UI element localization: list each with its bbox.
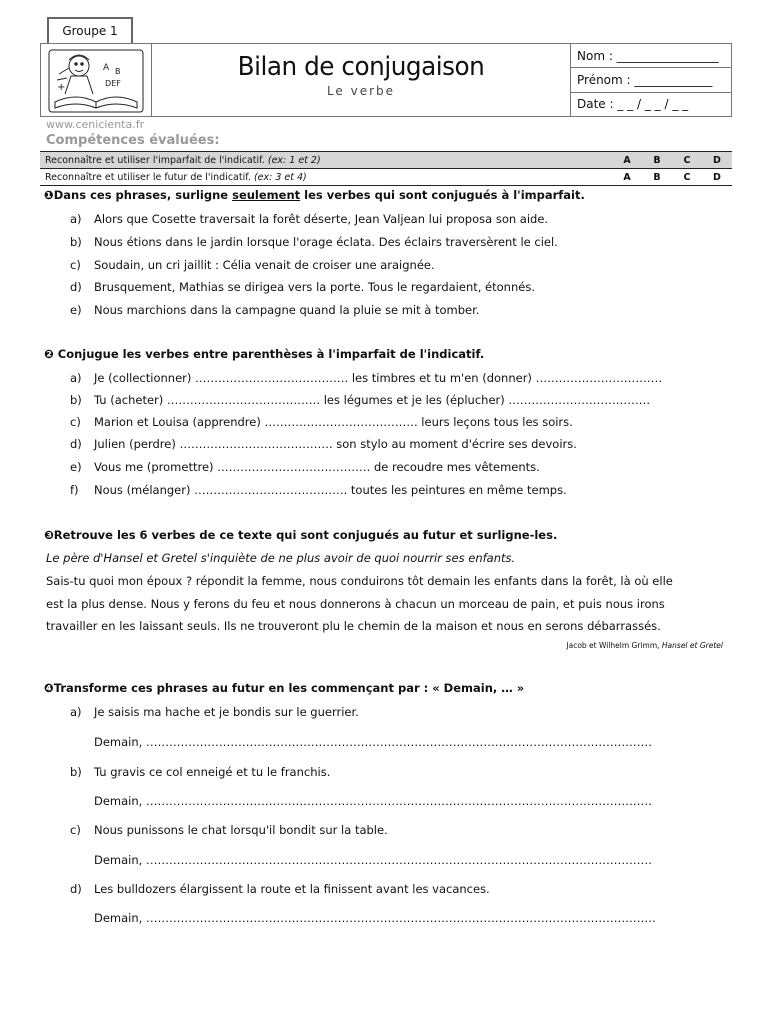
svg-text:+: + (57, 82, 66, 93)
exercise-number: ❹ (44, 681, 54, 695)
title-block (152, 44, 571, 116)
grade-b[interactable]: B (653, 154, 661, 166)
grade-d[interactable]: D (713, 171, 721, 183)
worksheet-title: Bilan de conjugaison (237, 52, 485, 82)
competence-row (40, 151, 732, 169)
exercise-4-instruction: ❹Transforme ces phrases au futur en les commençant par : « Demain, … » (44, 681, 525, 695)
grade-a[interactable]: A (623, 171, 631, 183)
logo (41, 44, 152, 116)
svg-text:DEF: DEF (105, 79, 121, 88)
grade-c[interactable]: C (683, 154, 691, 166)
exercise-3-instruction: ❸Retrouve les 6 verbes de ce texte qui sont conjugués au futur et surligne-les. (44, 528, 558, 542)
worksheet-subtitle: Le verbe (326, 84, 396, 98)
competences-table (40, 151, 732, 186)
competence-ref: (ex: 1 et 2) (267, 154, 321, 166)
text-line: est la plus dense. Nous y ferons du feu et nous donnerons à chacun un morceau de pain, et puis nous irons (46, 597, 665, 611)
exercise-number: ❷ (44, 347, 54, 361)
group-label: Groupe 1 (47, 17, 133, 43)
competence-label: Reconnaître et utiliser le futur de l'indicatif. (45, 171, 251, 183)
grade-b[interactable]: B (653, 171, 661, 183)
competence-row (40, 169, 732, 186)
date-field[interactable]: Date : _ _ / _ _ / _ _ (577, 97, 689, 112)
emphasis: seulement (232, 188, 301, 202)
svg-text:A: A (103, 63, 110, 73)
exercise-2-instruction: ❷ Conjugue les verbes entre parenthèses à l'imparfait de l'indicatif. (44, 347, 485, 361)
student-fields (571, 44, 731, 116)
text-line: travailler en les laissant seuls. Ils ne trouveront plu le chemin de la maison et nous en serons débarrassés. (46, 619, 661, 633)
svg-text:B: B (115, 67, 121, 76)
website-link[interactable]: www.cenicienta.fr (46, 118, 145, 131)
competences-title: Compétences évaluées: (46, 133, 220, 148)
competence-label: Reconnaître et utiliser l'imparfait de l'indicatif. (45, 154, 265, 166)
grade-c[interactable]: C (683, 171, 691, 183)
grade-d[interactable]: D (713, 154, 721, 166)
text-intro: Le père d'Hansel et Gretel s'inquiète de ne plus avoir de quoi nourrir ses enfants. (46, 551, 516, 565)
text-line: Sais-tu quoi mon époux ? répondit la femme, nous conduirons tôt demain les enfants dans la forêt, là où elle (46, 574, 673, 588)
grade-a[interactable]: A (623, 154, 631, 166)
child-reading-book-icon (41, 44, 151, 118)
exercise-number: ❶ (44, 188, 54, 202)
exercise-1-instruction: ❶Dans ces phrases, surligne seulement les verbes qui sont conjugués à l'imparfait. (44, 188, 585, 202)
exercise-number: ❸ (44, 528, 54, 542)
worksheet-header (40, 43, 732, 117)
citation: Jacob et Wilhelm Grimm, Hansel et Gretel (566, 641, 723, 650)
name-field[interactable]: Nom : _________________ (571, 44, 731, 68)
competence-ref: (ex: 3 et 4) (253, 171, 307, 183)
firstname-field[interactable]: Prénom : _____________ (571, 68, 731, 92)
